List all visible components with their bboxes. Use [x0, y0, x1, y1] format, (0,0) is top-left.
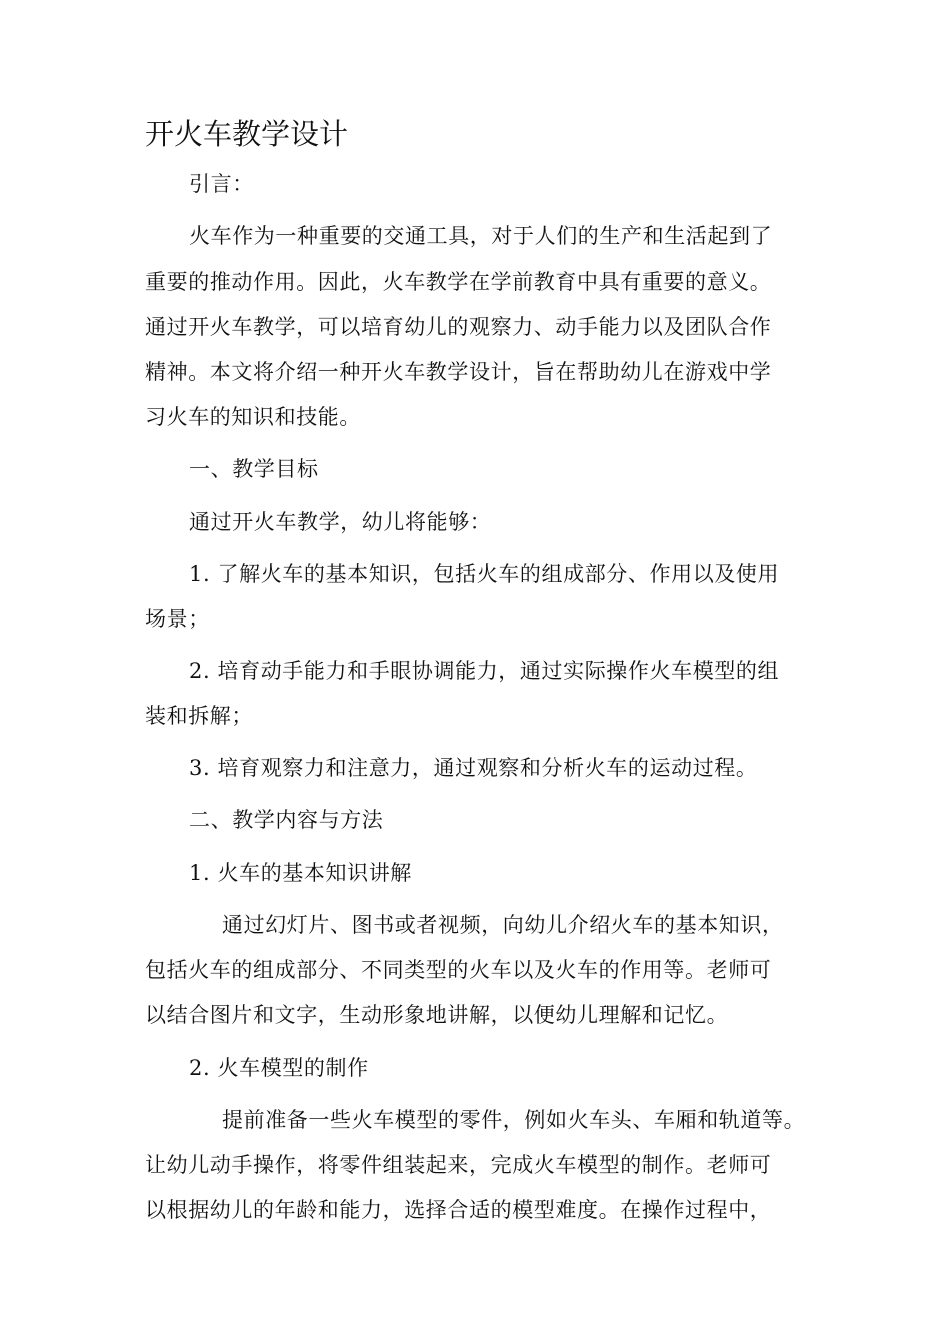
paragraph-line: 以结合图片和文字，生动形象地讲解，以便幼儿理解和记忆。: [145, 1003, 729, 1027]
section-heading: 一、教学目标: [189, 457, 319, 481]
paragraph-line: 火车作为一种重要的交通工具，对于人们的生产和生活起到了: [189, 224, 773, 248]
subsection-heading: 2. 火车模型的制作: [189, 1056, 369, 1080]
paragraph-line: 让幼儿动手操作，将零件组装起来，完成火车模型的制作。老师可: [145, 1153, 772, 1177]
paragraph-line: 精神。本文将介绍一种开火车教学设计，旨在帮助幼儿在游戏中学: [145, 360, 772, 384]
page-title: 开火车教学设计: [145, 117, 349, 151]
paragraph-line: 通过幻灯片、图书或者视频，向幼儿介绍火车的基本知识，: [222, 913, 784, 937]
paragraph-line: 包括火车的组成部分、不同类型的火车以及火车的作用等。老师可: [145, 958, 772, 982]
paragraph-line: 通过开火车教学，可以培育幼儿的观察力、动手能力以及团队合作: [145, 315, 772, 339]
subsection-heading: 1. 火车的基本知识讲解: [189, 861, 412, 885]
section-heading: 二、教学内容与方法: [189, 808, 384, 832]
paragraph-line: 习火车的知识和技能。: [145, 405, 361, 429]
paragraph-line: 重要的推动作用。因此，火车教学在学前教育中具有重要的意义。: [145, 270, 772, 294]
intro-heading: 引言：: [189, 172, 254, 196]
list-item-continued: 装和拆解；: [145, 704, 253, 728]
paragraph-line: 提前准备一些火车模型的零件，例如火车头、车厢和轨道等。: [222, 1108, 806, 1132]
paragraph-line: 通过开火车教学，幼儿将能够：: [189, 510, 492, 534]
list-item: 1. 了解火车的基本知识，包括火车的组成部分、作用以及使用: [189, 562, 780, 586]
list-item-continued: 场景；: [145, 607, 210, 631]
list-item: 2. 培育动手能力和手眼协调能力，通过实际操作火车模型的组: [189, 659, 780, 683]
list-item: 3. 培育观察力和注意力，通过观察和分析火车的运动过程。: [189, 756, 758, 780]
paragraph-line: 以根据幼儿的年龄和能力，选择合适的模型难度。在操作过程中，: [145, 1198, 772, 1222]
